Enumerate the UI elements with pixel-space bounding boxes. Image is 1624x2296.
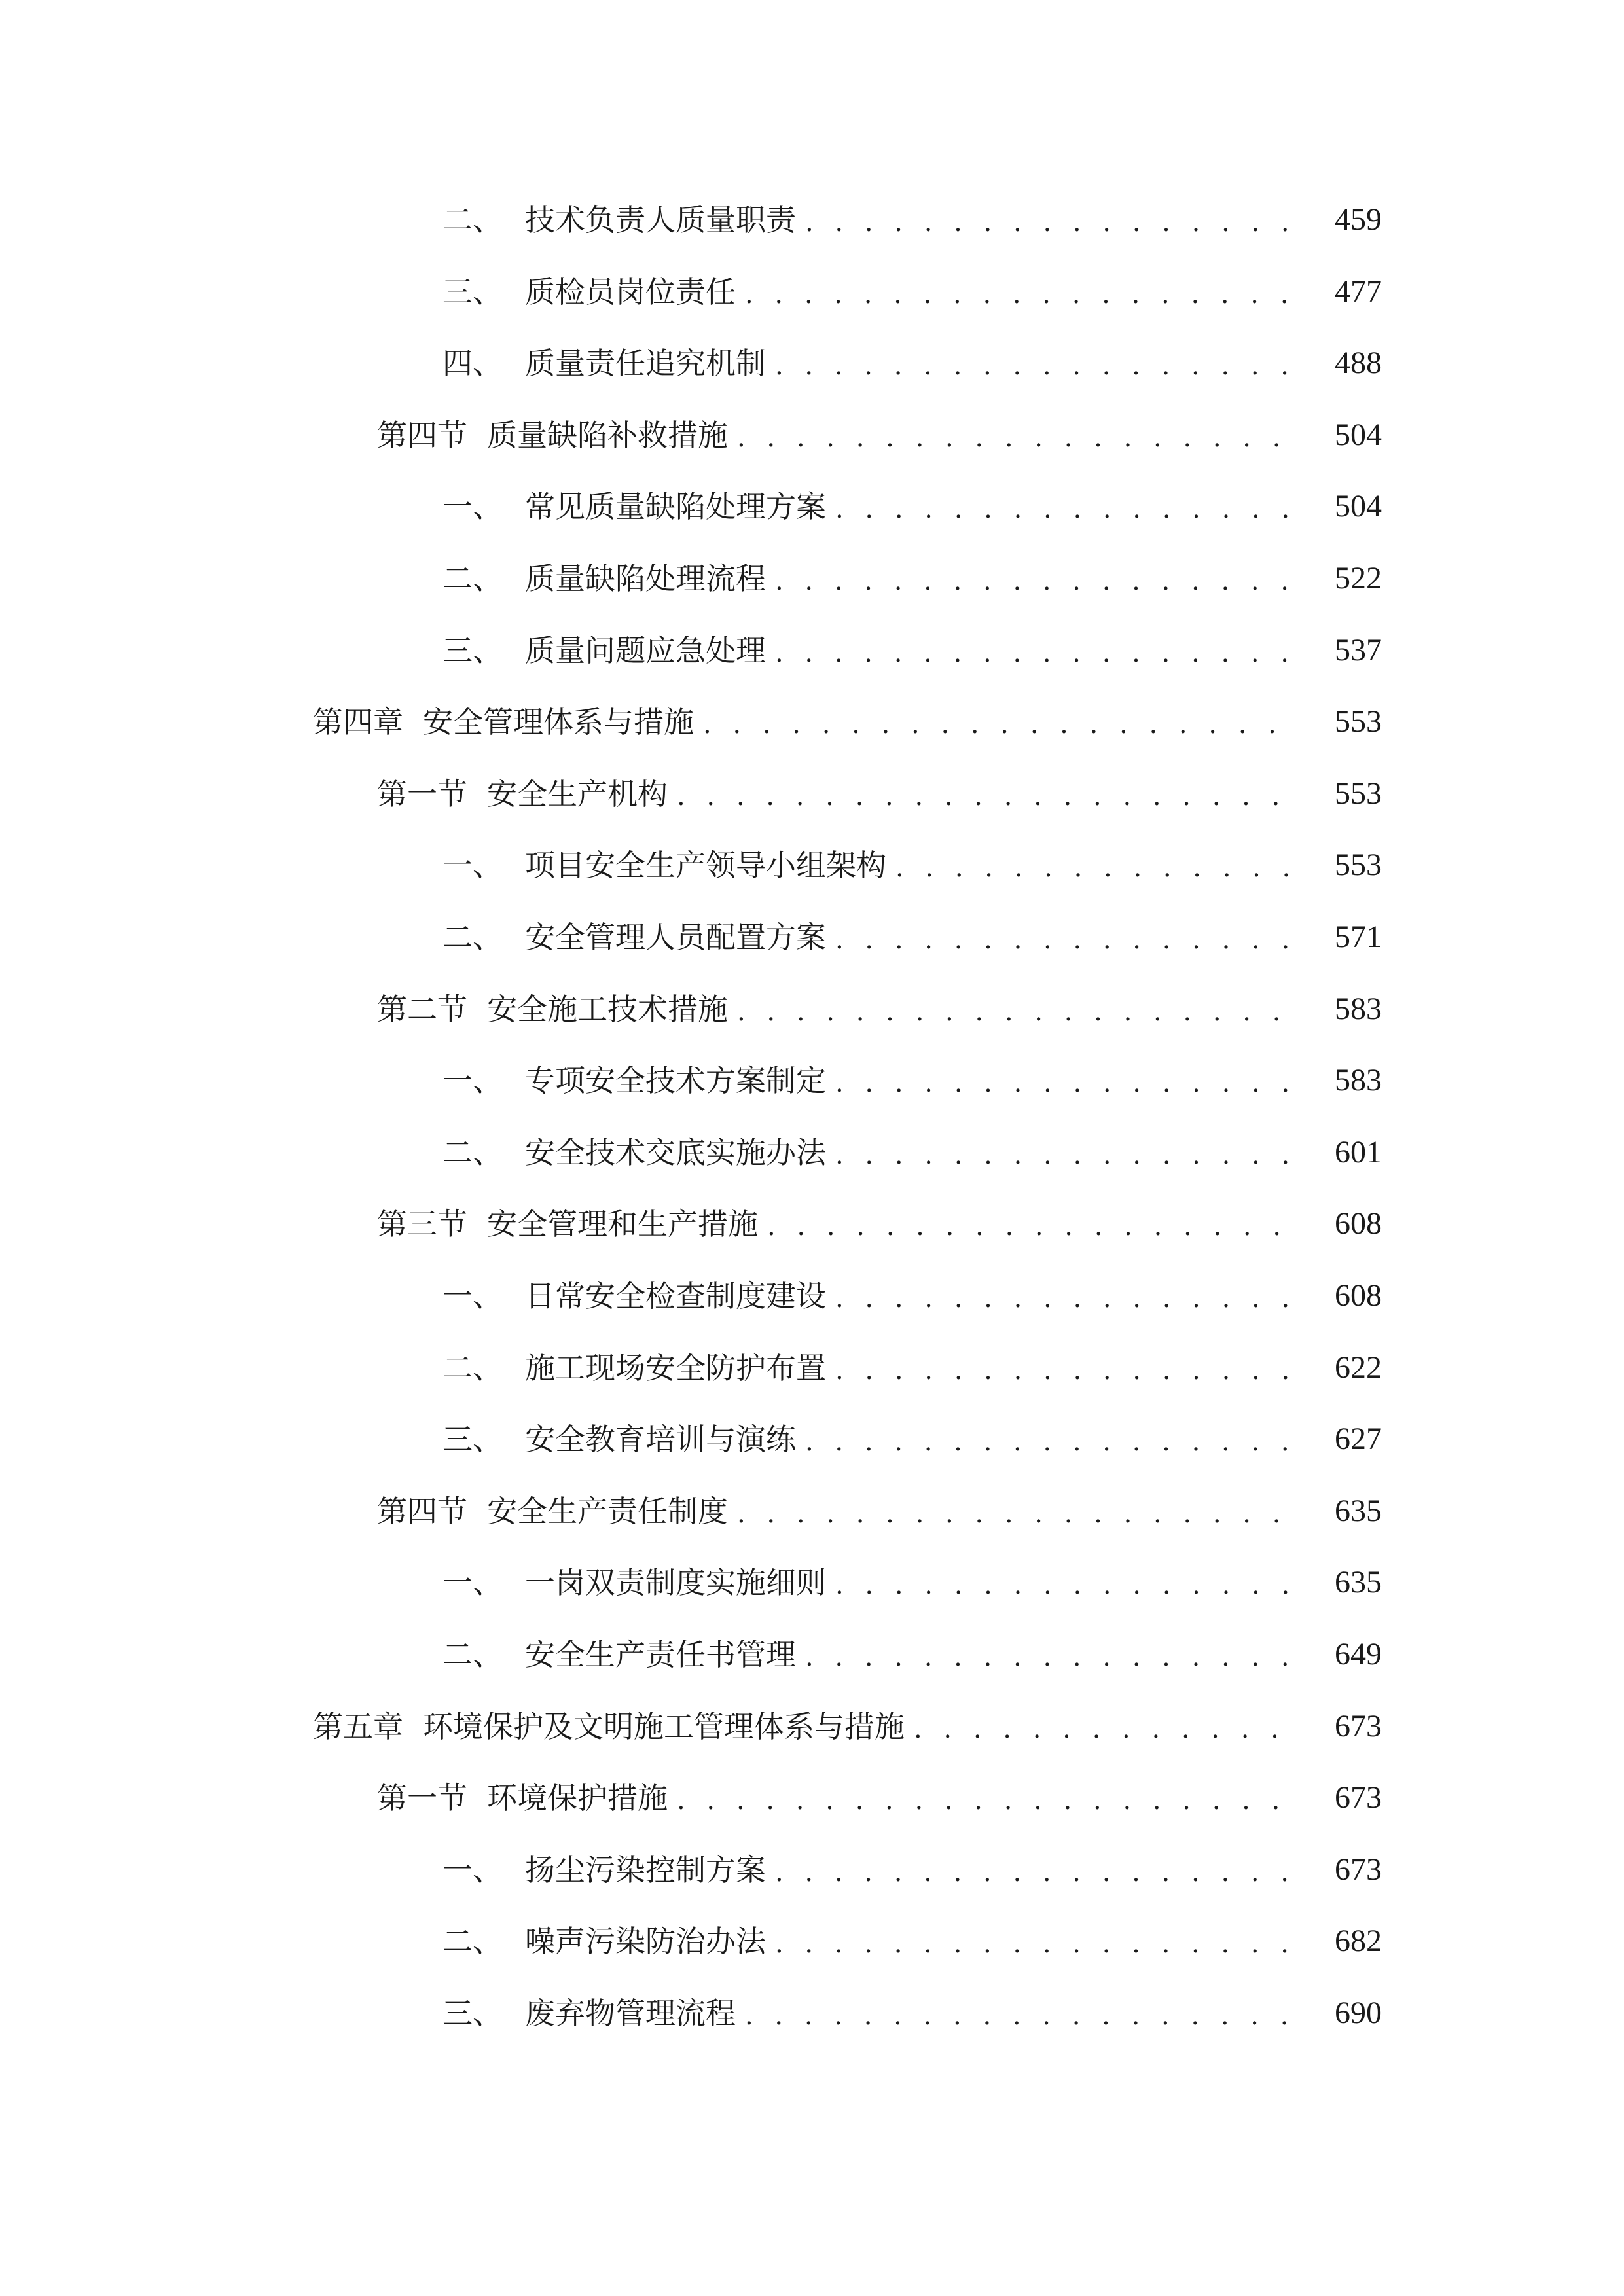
toc-entry-page-number: 537 bbox=[1335, 633, 1382, 668]
toc-entry-title: 安全生产责任制度 bbox=[487, 1494, 728, 1529]
toc-entry-page-number: 682 bbox=[1335, 1924, 1382, 1958]
toc-entry-title: 噪声污染防治办法 bbox=[525, 1924, 766, 1959]
dot-leader bbox=[745, 268, 1298, 321]
toc-entry-item[interactable] bbox=[0, 552, 1624, 605]
dot-leader bbox=[745, 1990, 1298, 2042]
toc-entry-title: 项目安全生产领导小组架构 bbox=[525, 848, 886, 883]
toc-entry-number: 三、 bbox=[442, 274, 503, 310]
dot-leader bbox=[775, 340, 1298, 392]
toc-entry-section[interactable] bbox=[0, 1198, 1624, 1250]
toc-entry-line bbox=[0, 1054, 1382, 1107]
toc-entry-title: 安全生产机构 bbox=[487, 776, 668, 812]
toc-entry-section[interactable] bbox=[0, 768, 1624, 820]
toc-entry-line bbox=[0, 911, 1382, 963]
toc-entry-item[interactable] bbox=[0, 1054, 1624, 1107]
dot-leader bbox=[737, 986, 1298, 1038]
dot-leader bbox=[835, 1344, 1298, 1397]
toc-entry-title: 安全管理人员配置方案 bbox=[525, 920, 826, 955]
toc-entry-title: 安全管理体系与措施 bbox=[423, 704, 694, 740]
toc-entry-title: 环境保护措施 bbox=[487, 1780, 668, 1816]
toc-entry-page-number: 649 bbox=[1335, 1637, 1382, 1672]
toc-entry-number: 二、 bbox=[442, 1924, 503, 1959]
toc-entry-item[interactable] bbox=[0, 194, 1624, 246]
dot-leader bbox=[775, 555, 1298, 607]
toc-entry-page-number: 601 bbox=[1335, 1135, 1382, 1170]
toc-entry-page-number: 622 bbox=[1335, 1350, 1382, 1385]
toc-entry-line bbox=[0, 552, 1382, 605]
dot-leader bbox=[835, 914, 1298, 966]
toc-entry-number: 三、 bbox=[442, 633, 503, 668]
toc-entry-chapter[interactable] bbox=[0, 1700, 1624, 1753]
toc-entry-line bbox=[0, 696, 1382, 748]
toc-entry-item[interactable] bbox=[0, 1628, 1624, 1681]
toc-entry-item[interactable] bbox=[0, 337, 1624, 389]
toc-entry-item[interactable] bbox=[0, 1270, 1624, 1322]
toc-entry-line bbox=[0, 266, 1382, 318]
toc-entry-section[interactable] bbox=[0, 409, 1624, 461]
toc-entry-line bbox=[0, 1126, 1382, 1179]
dot-leader bbox=[737, 1488, 1298, 1540]
toc-entry-page-number: 522 bbox=[1335, 561, 1382, 596]
toc-entry-number: 第四节 bbox=[377, 1494, 467, 1529]
toc-entry-item[interactable] bbox=[0, 480, 1624, 533]
dot-leader bbox=[835, 1272, 1298, 1325]
toc-entry-page-number: 673 bbox=[1335, 1780, 1382, 1815]
toc-entry-item[interactable] bbox=[0, 839, 1624, 891]
toc-entry-line bbox=[0, 1342, 1382, 1394]
toc-entry-page-number: 673 bbox=[1335, 1709, 1382, 1744]
toc-entry-number: 一、 bbox=[442, 489, 503, 524]
dot-leader bbox=[775, 1846, 1298, 1899]
toc-entry-number: 二、 bbox=[442, 1637, 503, 1672]
dot-leader bbox=[895, 842, 1298, 894]
toc-entry-title: 一岗双责制度实施细则 bbox=[525, 1565, 826, 1600]
dot-leader bbox=[835, 1057, 1298, 1109]
toc-entry-number: 第四章 bbox=[313, 704, 403, 740]
toc-entry-page-number: 553 bbox=[1335, 848, 1382, 882]
toc-entry-page-number: 553 bbox=[1335, 704, 1382, 739]
toc-entry-number: 二、 bbox=[442, 202, 503, 238]
toc-entry-title: 质量缺陷补救措施 bbox=[487, 418, 728, 453]
toc-entry-item[interactable] bbox=[0, 266, 1624, 318]
toc-entry-line bbox=[0, 194, 1382, 246]
toc-entry-item[interactable] bbox=[0, 1987, 1624, 2039]
dot-leader bbox=[835, 1129, 1298, 1181]
toc-entry-page-number: 477 bbox=[1335, 274, 1382, 309]
toc-entry-page-number: 504 bbox=[1335, 418, 1382, 452]
toc-entry-number: 第二节 bbox=[377, 992, 467, 1027]
toc-entry-title: 专项安全技术方案制定 bbox=[525, 1063, 826, 1098]
toc-entry-number: 四、 bbox=[442, 346, 503, 381]
dot-leader bbox=[677, 770, 1298, 823]
dot-leader bbox=[677, 1774, 1298, 1827]
toc-entry-item[interactable] bbox=[0, 1556, 1624, 1609]
toc-entry-number: 一、 bbox=[442, 1063, 503, 1098]
toc-entry-line bbox=[0, 1700, 1382, 1753]
toc-entry-item[interactable] bbox=[0, 1844, 1624, 1896]
toc-entry-title: 质量问题应急处理 bbox=[525, 633, 766, 668]
toc-entry-number: 一、 bbox=[442, 1852, 503, 1888]
toc-entry-title: 日常安全检查制度建设 bbox=[525, 1278, 826, 1314]
toc-entry-line bbox=[0, 839, 1382, 891]
toc-entry-title: 常见质量缺陷处理方案 bbox=[525, 489, 826, 524]
toc-entry-page-number: 608 bbox=[1335, 1206, 1382, 1241]
toc-entry-page-number: 504 bbox=[1335, 489, 1382, 524]
toc-entry-item[interactable] bbox=[0, 624, 1624, 677]
dot-leader bbox=[914, 1703, 1298, 1755]
toc-entry-item[interactable] bbox=[0, 1126, 1624, 1179]
toc-entry-item[interactable] bbox=[0, 911, 1624, 963]
toc-entry-line bbox=[0, 1915, 1382, 1967]
toc-entry-title: 质检员岗位责任 bbox=[525, 274, 736, 310]
dot-leader bbox=[835, 1559, 1298, 1611]
dot-leader bbox=[775, 1918, 1298, 1970]
dot-leader bbox=[703, 698, 1298, 751]
toc-entry-title: 安全技术交底实施办法 bbox=[525, 1135, 826, 1170]
toc-entry-page-number: 488 bbox=[1335, 346, 1382, 380]
toc-entry-page-number: 608 bbox=[1335, 1278, 1382, 1313]
toc-entry-page-number: 627 bbox=[1335, 1422, 1382, 1456]
toc-entry-number: 第一节 bbox=[377, 1780, 467, 1816]
toc-entry-line bbox=[0, 1198, 1382, 1250]
toc-entry-item[interactable] bbox=[0, 1413, 1624, 1465]
toc-entry-title: 质量责任追究机制 bbox=[525, 346, 766, 381]
toc-entry-line bbox=[0, 1772, 1382, 1824]
toc-entry-item[interactable] bbox=[0, 1915, 1624, 1967]
dot-leader bbox=[775, 627, 1298, 679]
toc-entry-line bbox=[0, 1556, 1382, 1609]
toc-entry-line bbox=[0, 409, 1382, 461]
toc-entry-title: 施工现场安全防护布置 bbox=[525, 1350, 826, 1386]
dot-leader bbox=[805, 196, 1298, 249]
toc-entry-page-number: 583 bbox=[1335, 1063, 1382, 1098]
dot-leader bbox=[737, 412, 1298, 464]
toc-entry-number: 第一节 bbox=[377, 776, 467, 812]
toc-entry-title: 技术负责人质量职责 bbox=[525, 202, 796, 238]
toc-entry-title: 安全施工技术措施 bbox=[487, 992, 728, 1027]
toc-entry-line bbox=[0, 768, 1382, 820]
toc-entry-section[interactable] bbox=[0, 1485, 1624, 1537]
toc-entry-number: 一、 bbox=[442, 1565, 503, 1600]
toc-entry-line bbox=[0, 1413, 1382, 1465]
toc-entry-number: 二、 bbox=[442, 920, 503, 955]
toc-entry-line bbox=[0, 1844, 1382, 1896]
toc-entry-title: 扬尘污染控制方案 bbox=[525, 1852, 766, 1888]
toc-entry-line bbox=[0, 480, 1382, 533]
toc-entry-number: 第三节 bbox=[377, 1206, 467, 1242]
dot-leader bbox=[805, 1416, 1298, 1468]
toc-entry-chapter[interactable] bbox=[0, 696, 1624, 748]
toc-entry-line bbox=[0, 983, 1382, 1035]
toc-entry-section[interactable] bbox=[0, 1772, 1624, 1824]
toc-entry-page-number: 635 bbox=[1335, 1494, 1382, 1528]
toc-entry-number: 一、 bbox=[442, 848, 503, 883]
toc-entry-number: 二、 bbox=[442, 1135, 503, 1170]
dot-leader bbox=[835, 483, 1298, 535]
toc-entry-number: 第四节 bbox=[377, 418, 467, 453]
toc-entry-page-number: 459 bbox=[1335, 202, 1382, 237]
toc-entry-line bbox=[0, 1628, 1382, 1681]
toc-entry-line bbox=[0, 337, 1382, 389]
toc-entry-title: 质量缺陷处理流程 bbox=[525, 561, 766, 596]
dot-leader bbox=[805, 1631, 1298, 1683]
toc-entry-page-number: 553 bbox=[1335, 776, 1382, 811]
toc-entry-section[interactable] bbox=[0, 983, 1624, 1035]
toc-entry-number: 三、 bbox=[442, 1422, 503, 1457]
toc-entry-title: 安全生产责任书管理 bbox=[525, 1637, 796, 1672]
toc-entry-title: 废弃物管理流程 bbox=[525, 1996, 736, 2031]
dot-leader bbox=[767, 1200, 1298, 1253]
toc-entry-number: 三、 bbox=[442, 1996, 503, 2031]
toc-entry-page-number: 635 bbox=[1335, 1565, 1382, 1600]
toc-entry-line bbox=[0, 624, 1382, 677]
toc-entry-page-number: 583 bbox=[1335, 992, 1382, 1026]
toc-entry-page-number: 571 bbox=[1335, 920, 1382, 954]
toc-entry-item[interactable] bbox=[0, 1342, 1624, 1394]
toc-entry-page-number: 673 bbox=[1335, 1852, 1382, 1887]
toc-entry-line bbox=[0, 1270, 1382, 1322]
toc-entry-number: 二、 bbox=[442, 561, 503, 596]
toc-entry-page-number: 690 bbox=[1335, 1996, 1382, 2030]
toc-entry-number: 二、 bbox=[442, 1350, 503, 1386]
toc-entry-line bbox=[0, 1987, 1382, 2039]
toc-entry-line bbox=[0, 1485, 1382, 1537]
toc-entry-title: 安全教育培训与演练 bbox=[525, 1422, 796, 1457]
toc-entry-title: 安全管理和生产措施 bbox=[487, 1206, 758, 1242]
toc-entry-number: 一、 bbox=[442, 1278, 503, 1314]
toc-entry-number: 第五章 bbox=[313, 1709, 403, 1744]
toc-entry-title: 环境保护及文明施工管理体系与措施 bbox=[423, 1709, 905, 1744]
